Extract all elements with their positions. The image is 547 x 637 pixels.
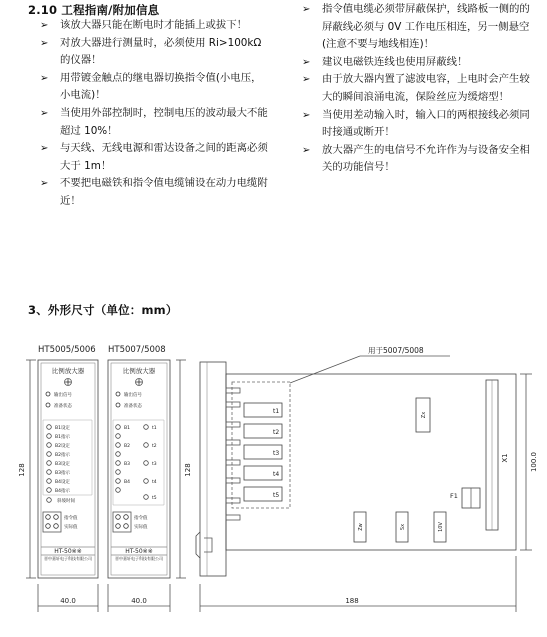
panel2-row-label: B3 [124,462,130,467]
panel1-row-label: B2设定 [55,444,70,449]
panel2-model-tag: HT-50※※ [125,548,153,555]
bullet-arrow-icon: ➢ [40,37,49,49]
note-item: ➢ 建议电磁铁连线也使用屏蔽线！ [300,54,540,72]
panel1-row-label: B2指示 [55,453,70,458]
note-item: ➢ 放大器产生的电信号不允许作为与设备安全相关的功能信号！ [302,143,530,174]
panel1-power-label: 输出信号 [54,393,72,398]
board-pot-label: t4 [273,471,280,478]
board-pot-label: t1 [273,408,280,415]
panel2-name: 比例放大器 [122,367,156,375]
bullet-arrow-icon: ➢ [302,144,311,156]
board-bottom-part: 10V [438,522,444,532]
note-item: ➢ 与天线、无线电源和雷达设备之间的距离必须大于 1m！ [40,142,268,172]
panel2-right-row-label: t5 [152,496,157,501]
panel-ht5007 [108,360,186,612]
panel2-ready-label: 准备状态 [124,404,142,409]
board-callout: 用于5007/5008 [368,346,424,355]
panel1-company: 晋中嘉轩电子科技有限公司 [44,556,92,561]
panel1-conn-label2: 实际值 [64,525,78,530]
board-zx-label: Zx [421,411,427,419]
panel1-row-label: B4设定 [55,480,70,485]
panel2-row-label: B1 [124,426,130,431]
panel2-conn-label2: 实际值 [134,525,148,530]
board-f1-label: F1 [450,492,458,500]
side-view-board [196,356,532,612]
note-item: ➢ 当使用差动输入时，输入口的两根接线必须同时接通或断开！ [302,108,530,139]
panel2-model: HT5007/5008 [108,345,166,355]
board-x1-label: X1 [501,453,509,463]
panel2-row-label: B2 [124,444,130,449]
panel1-row-label: B1指示 [55,435,70,440]
note-item: ➢ 当使用外部控制时，控制电压的波动最大不能超过 10%！ [40,106,268,137]
panel1-height-dim: 128 [18,463,26,477]
board-bottom-part: Zw [358,523,364,531]
panel1-width-dim: 40.0 [60,597,76,605]
board-pot-label: t3 [273,450,280,457]
bullet-arrow-icon: ➢ [40,20,49,31]
panel2-company: 晋中嘉轩电子科技有限公司 [115,556,163,561]
note-item: ➢ 由于放大器内置了滤波电容，上电时会产生较大的瞬间浪涌电流，保险丝应为缓熔型！ [302,73,530,103]
bullet-arrow-icon: ➢ [302,4,311,15]
panel1-model-tag: HT-50※※ [54,548,82,555]
bullet-arrow-icon: ➢ [302,74,311,86]
panel1-ready-label: 准备状态 [54,404,72,409]
bullet-arrow-icon: ➢ [40,107,49,119]
section-2-10-title: 2.10 工程指南/附加信息 [28,3,160,17]
panel1-conn-label1: 指令值 [64,516,78,521]
panel1-row-label: B3设定 [55,462,70,467]
board-height-dim: 100.0 [530,451,538,473]
panel1-ramp-label: 斜坡时间 [57,499,75,504]
panel1-name: 比例放大器 [51,367,85,375]
panel2-power-label: 输出信号 [124,393,142,398]
bullet-arrow-icon: ➢ [302,109,311,121]
board-bottom-part: Sx [400,523,406,531]
panel2-right-row-label: t4 [152,480,157,485]
note-item: ➢ 指令值电缆必须带屏蔽保护，线路板一侧的的屏蔽线必须与 0V 工作电压相连，另一侧悬空(注意不要与地线相连)！ [302,3,530,51]
board-pot-label: t2 [273,429,280,436]
panel2-right-row-label: t1 [152,426,157,431]
bullet-arrow-icon: ➢ [40,178,49,190]
panel2-right-row-label: t3 [152,462,157,467]
bullet-arrow-icon: ➢ [40,143,49,155]
panel1-row-label: B1设定 [55,426,70,431]
panel2-width-dim: 40.0 [131,597,147,605]
panel1-model: HT5005/5006 [38,345,96,355]
bullet-arrow-icon: ➢ [40,72,49,84]
panel2-height-dim: 128 [184,463,192,477]
panel2-conn-label1: 指令值 [134,516,148,521]
panel1-row-label: B4指示 [55,489,70,494]
board-length-dim: 188 [345,597,359,605]
panel2-row-label: B4 [124,480,130,485]
note-item: ➢ 不要把电磁铁和指令值电缆铺设在动力电缆附近！ [40,177,268,207]
section-3-title: 3、外形尺寸（单位：mm） [28,303,178,317]
note-item: ➢ 对放大器进行测量时，必须使用 Ri>100kΩ的仪器！ [40,36,262,67]
note-item: ➢ 该放大器只能在断电时才能插上或拔下！ [38,17,270,35]
note-item: ➢ 用带镀金触点的继电器切换指令值(小电压，小电流)！ [40,71,262,102]
panel2-right-row-label: t2 [152,444,157,449]
board-pot-label: t5 [273,492,280,499]
bullet-arrow-icon: ➢ [302,56,311,68]
panel1-row-label: B3指示 [55,471,70,476]
